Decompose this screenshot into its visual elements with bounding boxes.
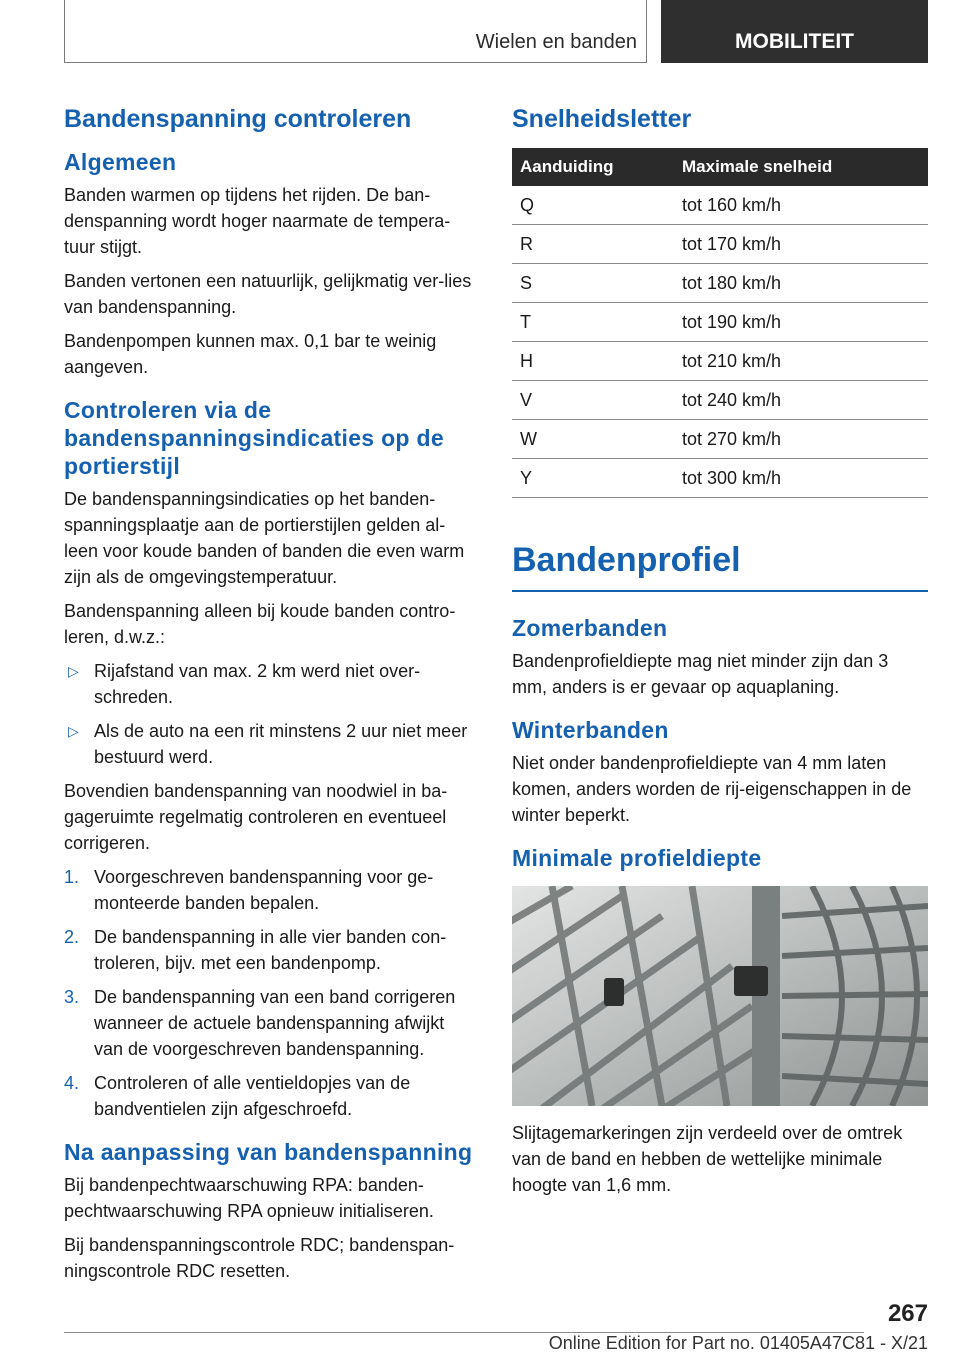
bullet-marker: ▷ bbox=[68, 663, 79, 679]
step-item bbox=[64, 1070, 478, 1122]
table-cell: tot 300 km/h bbox=[674, 459, 928, 498]
right-column bbox=[512, 96, 928, 1206]
step-item bbox=[64, 924, 478, 976]
table-cell: tot 170 km/h bbox=[674, 225, 928, 264]
paragraph: Bovendien bandenspanning van noodwiel in ba-gageruimte regelmatig controleren en eventueel corrigeren. bbox=[64, 781, 448, 853]
table-cell: tot 160 km/h bbox=[674, 186, 928, 225]
table-cell: S bbox=[512, 264, 674, 303]
page-header bbox=[64, 0, 928, 66]
bullet-text: Als de auto na een rit minstens 2 uur niet meer bestuurd werd. bbox=[94, 721, 468, 767]
table-cell: R bbox=[512, 225, 674, 264]
table-row bbox=[512, 186, 928, 225]
heading-minimale-profieldiepte: Minimale profieldiepte bbox=[512, 845, 762, 871]
column-header: Aanduiding bbox=[512, 148, 674, 186]
step-number: 4. bbox=[64, 1073, 80, 1093]
left-column bbox=[64, 96, 478, 1292]
paragraph: Bandenpompen kunnen max. 0,1 bar te weinig aangeven. bbox=[64, 331, 437, 377]
table-row bbox=[512, 459, 928, 498]
heading-winterbanden: Winterbanden bbox=[512, 717, 669, 743]
table-row bbox=[512, 303, 928, 342]
edition-note: Online Edition for Part no. 01405A47C81 - X/21 bbox=[548, 1333, 928, 1353]
step-number: 3. bbox=[64, 987, 80, 1007]
paragraph: Niet onder bandenprofieldiepte van 4 mm laten komen, anders worden de rij-eigenschappen in de winter beperkt. bbox=[512, 753, 912, 825]
table-row bbox=[512, 264, 928, 303]
heading-algemeen: Algemeen bbox=[64, 149, 177, 175]
step-item bbox=[64, 864, 478, 916]
step-number: 1. bbox=[64, 867, 80, 887]
table-row bbox=[512, 225, 928, 264]
paragraph: Bij bandenpechtwaarschuwing RPA: banden-pechtwaarschuwing RPA opnieuw initialiseren. bbox=[64, 1175, 434, 1221]
header-chapter-tab: MOBILITEIT bbox=[661, 0, 928, 63]
step-text: De bandenspanning van een band corrigeren wanneer de actuele bandenspanning afwijkt van de voorgeschreven bandenspanning. bbox=[94, 987, 456, 1059]
paragraph: Bandenprofieldiepte mag niet minder zijn dan 3 mm, anders is er gevaar op aquaplaning. bbox=[512, 651, 889, 697]
table-header-row bbox=[512, 148, 928, 186]
tyre-tread-photo bbox=[512, 886, 928, 1106]
paragraph: Banden warmen op tijdens het rijden. De ban-denspanning wordt hoger naarmate de tempera-tuur stijgt. bbox=[64, 185, 451, 257]
table-cell: T bbox=[512, 303, 674, 342]
bullet-item bbox=[64, 658, 478, 710]
page-number: 267 bbox=[887, 1300, 928, 1327]
table-cell: tot 240 km/h bbox=[674, 381, 928, 420]
table-cell: tot 270 km/h bbox=[674, 420, 928, 459]
heading-controleren: Controleren via de bandenspanningsindicaties op de portierstijl bbox=[64, 397, 444, 479]
table-cell: Q bbox=[512, 186, 674, 225]
paragraph: Bandenspanning alleen bij koude banden contro-leren, d.w.z.: bbox=[64, 601, 456, 647]
column-header: Maximale snelheid bbox=[674, 148, 928, 186]
table-cell: H bbox=[512, 342, 674, 381]
heading-zomerbanden: Zomerbanden bbox=[512, 615, 668, 641]
paragraph: Bij bandenspanningscontrole RDC; bandenspan-ningscontrole RDC resetten. bbox=[64, 1235, 455, 1281]
step-item bbox=[64, 984, 478, 1062]
bullet-item bbox=[64, 718, 478, 770]
paragraph: De bandenspanningsindicaties op het banden-spanningsplaatje aan de portierstijlen gelden al-leen voor koude banden of banden die even warm zijn als de omgevingstemperatuur. bbox=[64, 489, 465, 587]
bullet-text: Rijafstand van max. 2 km werd niet over-schreden. bbox=[94, 661, 421, 707]
table-cell: W bbox=[512, 420, 674, 459]
table-row bbox=[512, 381, 928, 420]
table-row bbox=[512, 420, 928, 459]
table-cell: V bbox=[512, 381, 674, 420]
step-text: Controleren of alle ventieldopjes van de bandventielen zijn afgeschroefd. bbox=[94, 1073, 411, 1119]
section-title-snelheidsletter: Snelheidsletter bbox=[512, 105, 692, 133]
table-cell: tot 190 km/h bbox=[674, 303, 928, 342]
section-title-bandenspanning: Bandenspanning controleren bbox=[64, 105, 412, 133]
step-text: De bandenspanning in alle vier banden con-troleren, bijv. met een bandenpomp. bbox=[94, 927, 447, 973]
step-text: Voorgeschreven bandenspanning voor ge-monteerde banden bepalen. bbox=[94, 867, 434, 913]
speed-table bbox=[512, 148, 928, 498]
step-number: 2. bbox=[64, 927, 80, 947]
paragraph: Banden vertonen een natuurlijk, gelijkmatig ver-lies van bandenspanning. bbox=[64, 271, 472, 317]
header-section-title: Wielen en banden bbox=[475, 31, 637, 53]
table-row bbox=[512, 342, 928, 381]
heading-bandenprofiel: Bandenprofiel bbox=[512, 540, 928, 592]
table-cell: tot 210 km/h bbox=[674, 342, 928, 381]
heading-na-aanpassing: Na aanpassing van bandenspanning bbox=[64, 1139, 473, 1165]
table-cell: Y bbox=[512, 459, 674, 498]
table-cell: tot 180 km/h bbox=[674, 264, 928, 303]
image-caption: Slijtagemarkeringen zijn verdeeld over de omtrek van de band en hebben de wettelijke minimale hoogte van 1,6 mm. bbox=[512, 1123, 903, 1195]
bullet-marker: ▷ bbox=[68, 723, 79, 739]
